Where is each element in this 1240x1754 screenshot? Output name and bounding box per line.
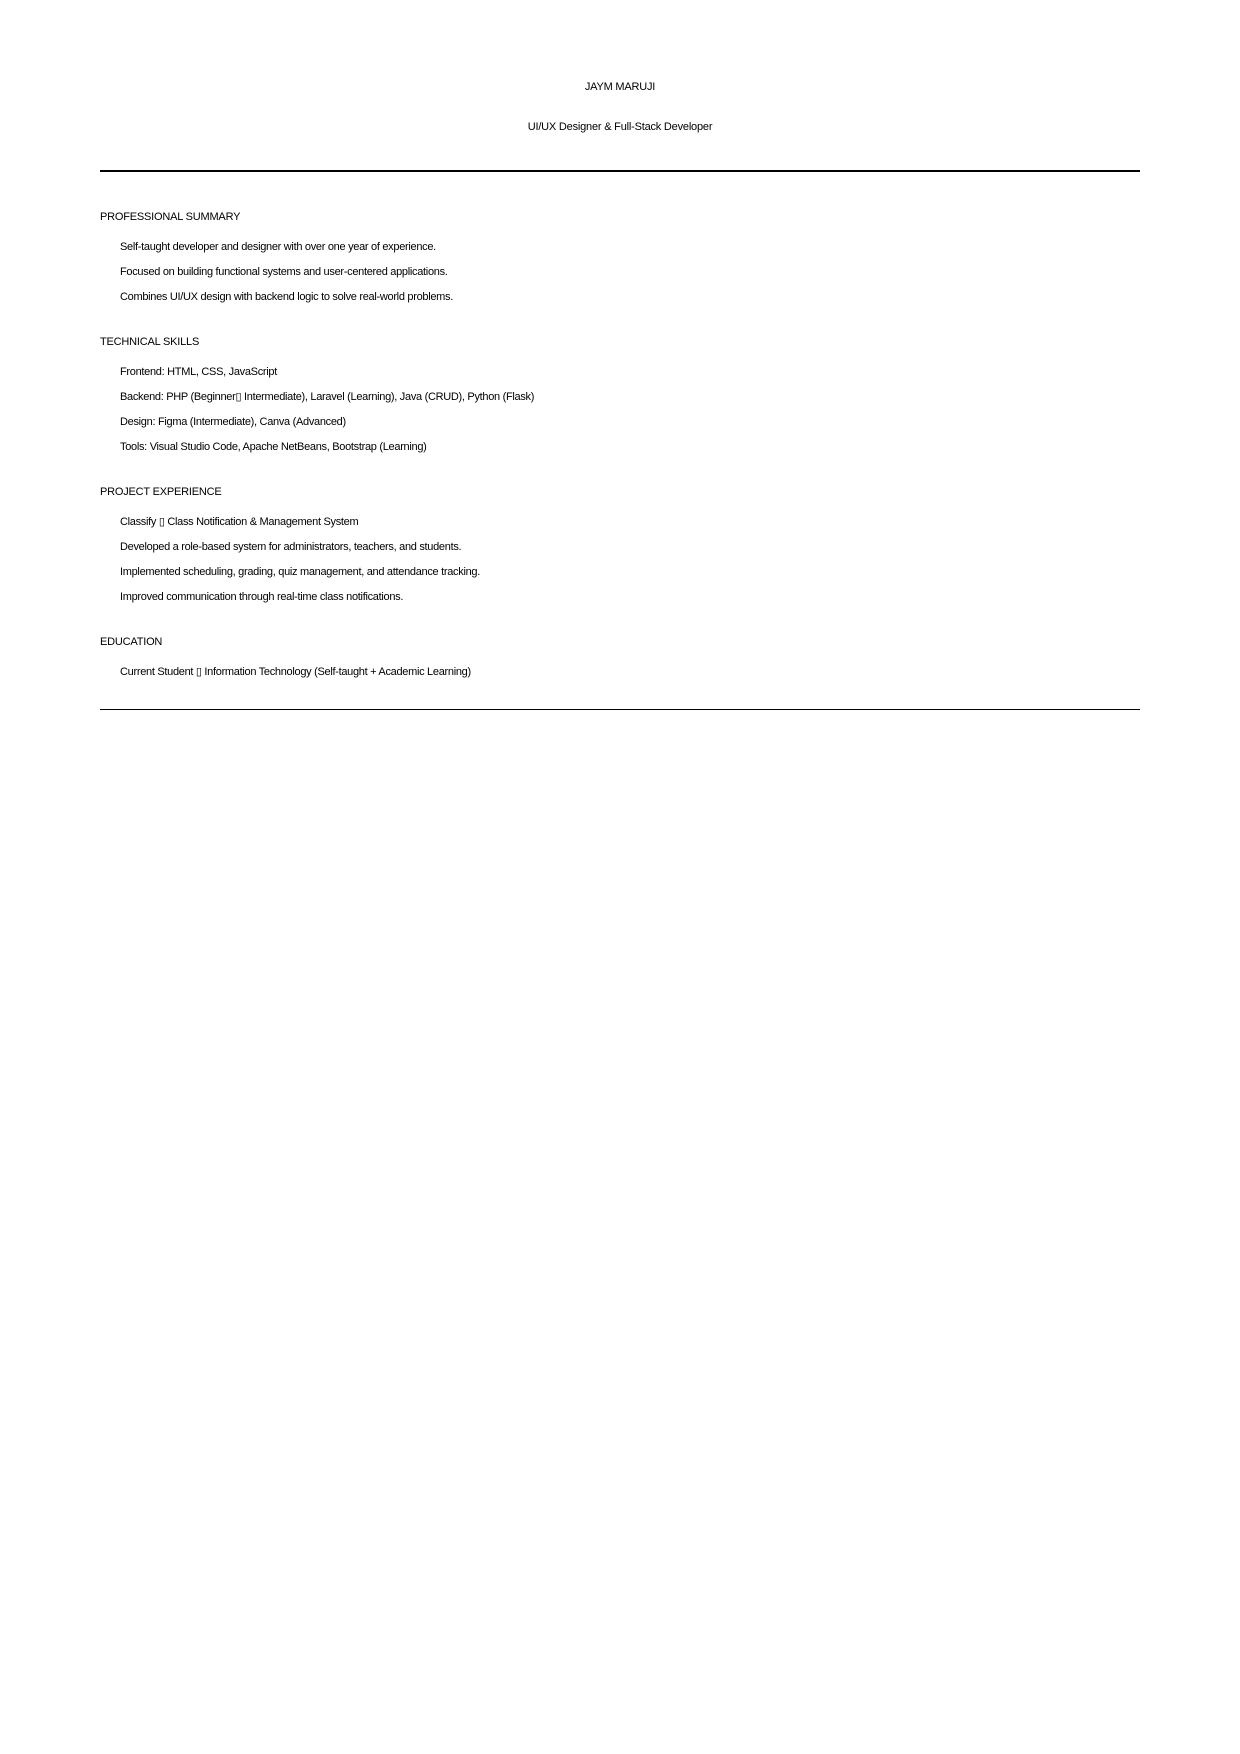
project-item: Implemented scheduling, grading, quiz management, and attendance tracking. bbox=[120, 566, 480, 578]
project-item: Improved communication through real-time class notifications. bbox=[120, 591, 404, 603]
section-heading-project-experience: PROJECT EXPERIENCE bbox=[100, 486, 222, 498]
summary-item: Focused on building functional systems and user-centered applications. bbox=[120, 266, 448, 278]
project-item: Developed a role-based system for administrators, teachers, and students. bbox=[120, 541, 462, 553]
summary-item: Combines UI/UX design with backend logic to solve real-world problems. bbox=[120, 291, 453, 303]
project-item: Classify ▯ Class Notification & Management System bbox=[120, 516, 359, 528]
summary-item: Self-taught developer and designer with over one year of experience. bbox=[120, 241, 436, 253]
footer-divider bbox=[100, 709, 1140, 710]
section-heading-professional-summary: PROFESSIONAL SUMMARY bbox=[100, 211, 241, 223]
education-item: Current Student ▯ Information Technology (Self-taught + Academic Learning) bbox=[120, 666, 471, 678]
skills-item-design: Design: Figma (Intermediate), Canva (Advanced) bbox=[120, 416, 346, 428]
skills-item-backend: Backend: PHP (Beginner▯ Intermediate), Laravel (Learning), Java (CRUD), Python (Flask) bbox=[120, 391, 535, 403]
resume-subtitle: UI/UX Designer & Full-Stack Developer bbox=[527, 121, 713, 133]
skills-item-frontend: Frontend: HTML, CSS, JavaScript bbox=[120, 366, 277, 378]
skills-item-tools: Tools: Visual Studio Code, Apache NetBeans, Bootstrap (Learning) bbox=[120, 441, 427, 453]
resume-name: JAYM MARUJI bbox=[584, 81, 656, 93]
section-heading-education: EDUCATION bbox=[100, 636, 163, 648]
header-divider bbox=[100, 170, 1140, 172]
section-heading-technical-skills: TECHNICAL SKILLS bbox=[100, 336, 200, 348]
